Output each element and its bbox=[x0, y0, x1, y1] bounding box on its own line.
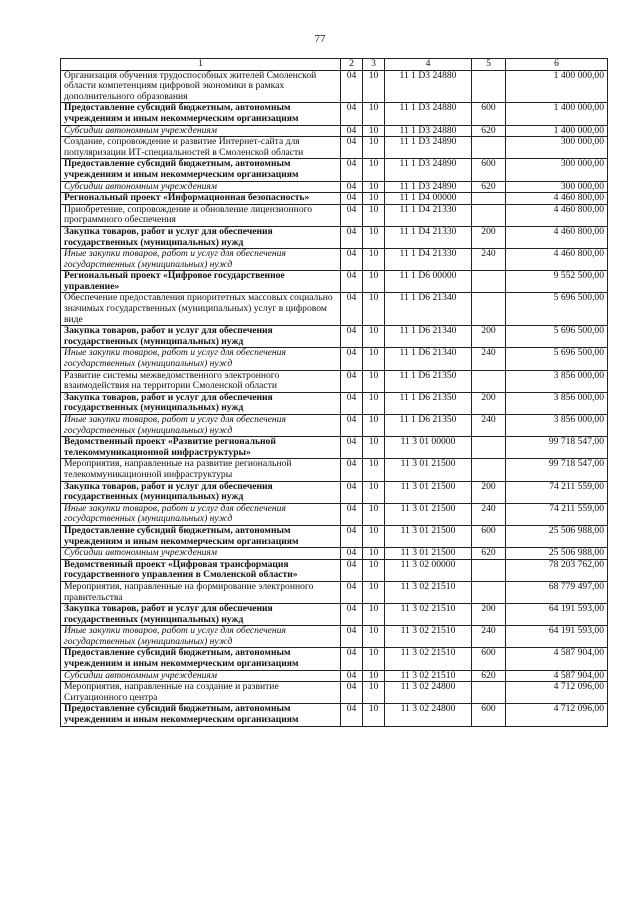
row-expense-type-cell: 240 bbox=[472, 249, 506, 271]
row-subsection-cell: 10 bbox=[363, 226, 385, 248]
row-target-article-cell: 11 1 D6 21350 bbox=[385, 370, 472, 392]
row-section-cell: 04 bbox=[341, 370, 363, 392]
row-expense-type-cell bbox=[472, 293, 506, 326]
row-amount-cell: 99 718 547,00 bbox=[506, 459, 608, 481]
row-amount-cell: 9 552 500,00 bbox=[506, 271, 608, 293]
row-target-article-cell: 11 1 D6 21340 bbox=[385, 348, 472, 370]
row-expense-type-cell: 620 bbox=[472, 548, 506, 560]
row-subsection-cell: 10 bbox=[363, 348, 385, 370]
table-row bbox=[61, 481, 608, 503]
row-subsection-cell: 10 bbox=[363, 125, 385, 137]
row-subsection-cell: 10 bbox=[363, 459, 385, 481]
row-section-cell: 04 bbox=[341, 481, 363, 503]
row-section-cell: 04 bbox=[341, 159, 363, 181]
row-expense-type-cell: 200 bbox=[472, 226, 506, 248]
row-name-cell: Обеспечение предоставления приоритетных массовых социально значимых государственных (муниципальных) услуг в цифровом виде bbox=[61, 293, 341, 326]
table-row bbox=[61, 271, 608, 293]
table-row bbox=[61, 103, 608, 125]
row-expense-type-cell: 620 bbox=[472, 125, 506, 137]
row-target-article-cell: 11 1 D4 21330 bbox=[385, 226, 472, 248]
row-expense-type-cell bbox=[472, 581, 506, 603]
row-name-cell: Предоставление субсидий бюджетным, автономным учреждениям и иным некоммерческим организациям bbox=[61, 704, 341, 726]
row-expense-type-cell: 200 bbox=[472, 481, 506, 503]
table-row bbox=[61, 70, 608, 103]
row-target-article-cell: 11 1 D4 21330 bbox=[385, 249, 472, 271]
row-amount-cell: 300 000,00 bbox=[506, 181, 608, 193]
table-row bbox=[61, 525, 608, 547]
header-col-6: 6 bbox=[506, 59, 608, 71]
row-section-cell: 04 bbox=[341, 392, 363, 414]
row-amount-cell: 5 696 500,00 bbox=[506, 293, 608, 326]
row-subsection-cell: 10 bbox=[363, 293, 385, 326]
row-target-article-cell: 11 3 01 21500 bbox=[385, 481, 472, 503]
header-col-4: 4 bbox=[385, 59, 472, 71]
row-section-cell: 04 bbox=[341, 525, 363, 547]
row-name-cell: Региональный проект «Цифровое государственное управление» bbox=[61, 271, 341, 293]
table-row bbox=[61, 159, 608, 181]
row-name-cell: Иные закупки товаров, работ и услуг для обеспечения государственных (муниципальных) нужд bbox=[61, 249, 341, 271]
row-name-cell: Субсидии автономным учреждениям bbox=[61, 670, 341, 682]
table-header-row bbox=[61, 59, 608, 71]
row-name-cell: Закупка товаров, работ и услуг для обеспечения государственных (муниципальных) нужд bbox=[61, 326, 341, 348]
row-name-cell: Предоставление субсидий бюджетным, автономным учреждениям и иным некоммерческим организациям bbox=[61, 648, 341, 670]
row-subsection-cell: 10 bbox=[363, 181, 385, 193]
row-name-cell: Предоставление субсидий бюджетным, автономным учреждениям и иным некоммерческим организациям bbox=[61, 525, 341, 547]
row-amount-cell: 5 696 500,00 bbox=[506, 326, 608, 348]
row-expense-type-cell bbox=[472, 271, 506, 293]
row-target-article-cell: 11 1 D3 24890 bbox=[385, 181, 472, 193]
row-section-cell: 04 bbox=[341, 125, 363, 137]
row-name-cell: Развитие системы межведомственного электронного взаимодействия на территории Смоленской области bbox=[61, 370, 341, 392]
row-name-cell: Закупка товаров, работ и услуг для обеспечения государственных (муниципальных) нужд bbox=[61, 604, 341, 626]
row-section-cell: 04 bbox=[341, 226, 363, 248]
row-target-article-cell: 11 3 02 21510 bbox=[385, 581, 472, 603]
row-target-article-cell: 11 3 01 21500 bbox=[385, 548, 472, 560]
row-section-cell: 04 bbox=[341, 604, 363, 626]
row-expense-type-cell: 600 bbox=[472, 103, 506, 125]
row-expense-type-cell bbox=[472, 193, 506, 205]
row-name-cell: Региональный проект «Информационная безопасность» bbox=[61, 193, 341, 205]
row-name-cell: Приобретение, сопровождение и обновление лицензионного программного обеспечения bbox=[61, 204, 341, 226]
row-section-cell: 04 bbox=[341, 548, 363, 560]
row-target-article-cell: 11 1 D4 00000 bbox=[385, 193, 472, 205]
row-amount-cell: 4 712 096,00 bbox=[506, 704, 608, 726]
row-section-cell: 04 bbox=[341, 271, 363, 293]
table-row bbox=[61, 204, 608, 226]
row-target-article-cell: 11 1 D4 21330 bbox=[385, 204, 472, 226]
row-expense-type-cell: 200 bbox=[472, 604, 506, 626]
row-section-cell: 04 bbox=[341, 648, 363, 670]
row-amount-cell: 4 460 800,00 bbox=[506, 226, 608, 248]
table-row bbox=[61, 370, 608, 392]
row-section-cell: 04 bbox=[341, 348, 363, 370]
table-row bbox=[61, 415, 608, 437]
row-amount-cell: 1 400 000,00 bbox=[506, 125, 608, 137]
table-body bbox=[61, 70, 608, 726]
row-subsection-cell: 10 bbox=[363, 682, 385, 704]
row-subsection-cell: 10 bbox=[363, 548, 385, 560]
table-row bbox=[61, 503, 608, 525]
row-name-cell: Закупка товаров, работ и услуг для обеспечения государственных (муниципальных) нужд bbox=[61, 226, 341, 248]
row-subsection-cell: 10 bbox=[363, 70, 385, 103]
table-row bbox=[61, 648, 608, 670]
row-name-cell: Субсидии автономным учреждениям bbox=[61, 181, 341, 193]
row-amount-cell: 1 400 000,00 bbox=[506, 70, 608, 103]
row-target-article-cell: 11 3 02 24800 bbox=[385, 682, 472, 704]
row-subsection-cell: 10 bbox=[363, 326, 385, 348]
row-section-cell: 04 bbox=[341, 415, 363, 437]
row-section-cell: 04 bbox=[341, 459, 363, 481]
row-amount-cell: 300 000,00 bbox=[506, 137, 608, 159]
row-expense-type-cell: 600 bbox=[472, 525, 506, 547]
table-row bbox=[61, 125, 608, 137]
table-row bbox=[61, 181, 608, 193]
row-expense-type-cell: 600 bbox=[472, 648, 506, 670]
row-subsection-cell: 10 bbox=[363, 271, 385, 293]
row-target-article-cell: 11 3 01 21500 bbox=[385, 459, 472, 481]
table-row bbox=[61, 249, 608, 271]
row-section-cell: 04 bbox=[341, 193, 363, 205]
table-row bbox=[61, 670, 608, 682]
header-col-1: 1 bbox=[61, 59, 341, 71]
row-amount-cell: 64 191 593,00 bbox=[506, 626, 608, 648]
table-row bbox=[61, 682, 608, 704]
table-row bbox=[61, 226, 608, 248]
row-amount-cell: 68 779 497,00 bbox=[506, 581, 608, 603]
row-amount-cell: 4 460 800,00 bbox=[506, 204, 608, 226]
row-expense-type-cell: 200 bbox=[472, 392, 506, 414]
row-target-article-cell: 11 3 01 21500 bbox=[385, 525, 472, 547]
row-subsection-cell: 10 bbox=[363, 159, 385, 181]
row-target-article-cell: 11 3 02 21510 bbox=[385, 648, 472, 670]
table-row bbox=[61, 459, 608, 481]
row-name-cell: Предоставление субсидий бюджетным, автономным учреждениям и иным некоммерческим организациям bbox=[61, 103, 341, 125]
row-target-article-cell: 11 3 02 00000 bbox=[385, 559, 472, 581]
row-subsection-cell: 10 bbox=[363, 581, 385, 603]
row-name-cell: Ведомственный проект «Цифровая трансформация государственного управления в Смоленской области» bbox=[61, 559, 341, 581]
row-subsection-cell: 10 bbox=[363, 249, 385, 271]
row-subsection-cell: 10 bbox=[363, 437, 385, 459]
row-name-cell: Иные закупки товаров, работ и услуг для обеспечения государственных (муниципальных) нужд bbox=[61, 415, 341, 437]
table-row bbox=[61, 137, 608, 159]
page-number: 77 bbox=[314, 33, 326, 45]
row-target-article-cell: 11 3 02 21510 bbox=[385, 626, 472, 648]
row-target-article-cell: 11 1 D6 00000 bbox=[385, 271, 472, 293]
table-row bbox=[61, 326, 608, 348]
row-amount-cell: 5 696 500,00 bbox=[506, 348, 608, 370]
table-row bbox=[61, 348, 608, 370]
row-target-article-cell: 11 1 D6 21340 bbox=[385, 293, 472, 326]
row-subsection-cell: 10 bbox=[363, 193, 385, 205]
row-section-cell: 04 bbox=[341, 682, 363, 704]
row-amount-cell: 300 000,00 bbox=[506, 159, 608, 181]
row-subsection-cell: 10 bbox=[363, 137, 385, 159]
row-name-cell: Ведомственный проект «Развитие региональной телекоммуникационной инфраструктуры» bbox=[61, 437, 341, 459]
row-section-cell: 04 bbox=[341, 704, 363, 726]
row-section-cell: 04 bbox=[341, 503, 363, 525]
row-amount-cell: 74 211 559,00 bbox=[506, 503, 608, 525]
row-expense-type-cell bbox=[472, 682, 506, 704]
row-section-cell: 04 bbox=[341, 326, 363, 348]
row-target-article-cell: 11 1 D3 24890 bbox=[385, 137, 472, 159]
row-subsection-cell: 10 bbox=[363, 670, 385, 682]
row-subsection-cell: 10 bbox=[363, 525, 385, 547]
row-name-cell: Предоставление субсидий бюджетным, автономным учреждениям и иным некоммерческим организациям bbox=[61, 159, 341, 181]
row-amount-cell: 3 856 000,00 bbox=[506, 370, 608, 392]
row-target-article-cell: 11 1 D3 24880 bbox=[385, 125, 472, 137]
row-amount-cell: 3 856 000,00 bbox=[506, 415, 608, 437]
row-section-cell: 04 bbox=[341, 70, 363, 103]
row-target-article-cell: 11 1 D6 21340 bbox=[385, 326, 472, 348]
row-target-article-cell: 11 3 02 24800 bbox=[385, 704, 472, 726]
row-target-article-cell: 11 3 01 21500 bbox=[385, 503, 472, 525]
row-target-article-cell: 11 1 D6 21350 bbox=[385, 392, 472, 414]
row-name-cell: Иные закупки товаров, работ и услуг для обеспечения государственных (муниципальных) нужд bbox=[61, 626, 341, 648]
row-amount-cell: 74 211 559,00 bbox=[506, 481, 608, 503]
row-subsection-cell: 10 bbox=[363, 204, 385, 226]
row-amount-cell: 4 587 904,00 bbox=[506, 670, 608, 682]
row-target-article-cell: 11 3 02 21510 bbox=[385, 604, 472, 626]
table-row bbox=[61, 193, 608, 205]
row-subsection-cell: 10 bbox=[363, 481, 385, 503]
table-row bbox=[61, 604, 608, 626]
row-target-article-cell: 11 1 D3 24880 bbox=[385, 103, 472, 125]
row-subsection-cell: 10 bbox=[363, 648, 385, 670]
row-name-cell: Иные закупки товаров, работ и услуг для обеспечения государственных (муниципальных) нужд bbox=[61, 503, 341, 525]
row-section-cell: 04 bbox=[341, 581, 363, 603]
row-subsection-cell: 10 bbox=[363, 370, 385, 392]
row-section-cell: 04 bbox=[341, 103, 363, 125]
row-expense-type-cell: 240 bbox=[472, 626, 506, 648]
row-expense-type-cell bbox=[472, 137, 506, 159]
row-section-cell: 04 bbox=[341, 204, 363, 226]
table-row bbox=[61, 704, 608, 726]
row-section-cell: 04 bbox=[341, 670, 363, 682]
row-name-cell: Иные закупки товаров, работ и услуг для обеспечения государственных (муниципальных) нужд bbox=[61, 348, 341, 370]
row-subsection-cell: 10 bbox=[363, 103, 385, 125]
table-row bbox=[61, 437, 608, 459]
row-subsection-cell: 10 bbox=[363, 503, 385, 525]
row-expense-type-cell: 620 bbox=[472, 181, 506, 193]
row-amount-cell: 4 460 800,00 bbox=[506, 249, 608, 271]
row-section-cell: 04 bbox=[341, 559, 363, 581]
row-target-article-cell: 11 1 D6 21350 bbox=[385, 415, 472, 437]
row-expense-type-cell bbox=[472, 70, 506, 103]
row-amount-cell: 25 506 988,00 bbox=[506, 525, 608, 547]
row-name-cell: Организация обучения трудоспособных жителей Смоленской области компетенциям цифровой экономики в рамках дополнительного образования bbox=[61, 70, 341, 103]
row-subsection-cell: 10 bbox=[363, 392, 385, 414]
row-section-cell: 04 bbox=[341, 249, 363, 271]
table-row bbox=[61, 626, 608, 648]
row-amount-cell: 25 506 988,00 bbox=[506, 548, 608, 560]
row-expense-type-cell: 240 bbox=[472, 415, 506, 437]
row-section-cell: 04 bbox=[341, 626, 363, 648]
row-name-cell: Создание, сопровождение и развитие Интернет-сайта для популяризации ИТ-специальностей в Смоленской области bbox=[61, 137, 341, 159]
row-subsection-cell: 10 bbox=[363, 415, 385, 437]
row-amount-cell: 64 191 593,00 bbox=[506, 604, 608, 626]
row-name-cell: Закупка товаров, работ и услуг для обеспечения государственных (муниципальных) нужд bbox=[61, 481, 341, 503]
header-col-3: 3 bbox=[363, 59, 385, 71]
row-target-article-cell: 11 3 02 21510 bbox=[385, 670, 472, 682]
row-amount-cell: 4 587 904,00 bbox=[506, 648, 608, 670]
row-expense-type-cell: 240 bbox=[472, 348, 506, 370]
row-expense-type-cell bbox=[472, 204, 506, 226]
row-name-cell: Мероприятия, направленные на развитие региональной телекоммуникационной инфраструктуры bbox=[61, 459, 341, 481]
row-name-cell: Закупка товаров, работ и услуг для обеспечения государственных (муниципальных) нужд bbox=[61, 392, 341, 414]
row-expense-type-cell: 600 bbox=[472, 704, 506, 726]
row-amount-cell: 1 400 000,00 bbox=[506, 103, 608, 125]
row-section-cell: 04 bbox=[341, 437, 363, 459]
row-expense-type-cell: 620 bbox=[472, 670, 506, 682]
row-expense-type-cell bbox=[472, 459, 506, 481]
row-expense-type-cell: 200 bbox=[472, 326, 506, 348]
row-name-cell: Мероприятия, направленные на формирование электронного правительства bbox=[61, 581, 341, 603]
row-amount-cell: 4 460 800,00 bbox=[506, 193, 608, 205]
row-section-cell: 04 bbox=[341, 293, 363, 326]
row-section-cell: 04 bbox=[341, 181, 363, 193]
row-section-cell: 04 bbox=[341, 137, 363, 159]
row-expense-type-cell: 240 bbox=[472, 503, 506, 525]
table-row bbox=[61, 559, 608, 581]
row-amount-cell: 4 712 096,00 bbox=[506, 682, 608, 704]
row-expense-type-cell: 600 bbox=[472, 159, 506, 181]
row-subsection-cell: 10 bbox=[363, 626, 385, 648]
row-name-cell: Субсидии автономным учреждениям bbox=[61, 125, 341, 137]
table-row bbox=[61, 548, 608, 560]
row-target-article-cell: 11 1 D3 24890 bbox=[385, 159, 472, 181]
row-subsection-cell: 10 bbox=[363, 604, 385, 626]
header-col-2: 2 bbox=[341, 59, 363, 71]
row-expense-type-cell bbox=[472, 370, 506, 392]
row-subsection-cell: 10 bbox=[363, 704, 385, 726]
row-amount-cell: 78 203 762,00 bbox=[506, 559, 608, 581]
row-target-article-cell: 11 1 D3 24880 bbox=[385, 70, 472, 103]
row-name-cell: Субсидии автономным учреждениям bbox=[61, 548, 341, 560]
budget-table bbox=[60, 58, 608, 727]
row-expense-type-cell bbox=[472, 559, 506, 581]
row-amount-cell: 99 718 547,00 bbox=[506, 437, 608, 459]
table-row bbox=[61, 581, 608, 603]
row-amount-cell: 3 856 000,00 bbox=[506, 392, 608, 414]
row-subsection-cell: 10 bbox=[363, 559, 385, 581]
table-row bbox=[61, 392, 608, 414]
header-col-5: 5 bbox=[472, 59, 506, 71]
row-name-cell: Мероприятия, направленные на создание и развитие Ситуационного центра bbox=[61, 682, 341, 704]
row-expense-type-cell bbox=[472, 437, 506, 459]
table-row bbox=[61, 293, 608, 326]
row-target-article-cell: 11 3 01 00000 bbox=[385, 437, 472, 459]
